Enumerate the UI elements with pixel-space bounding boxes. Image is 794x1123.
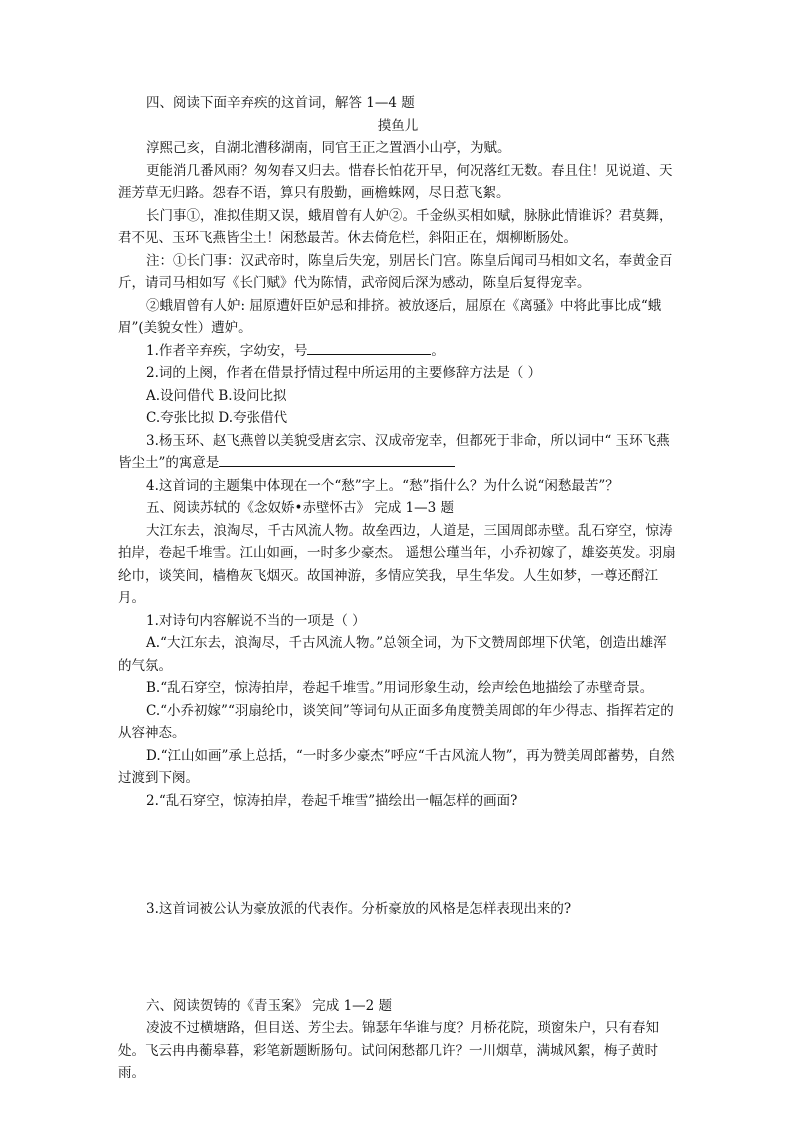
answer-blank-1[interactable] bbox=[307, 340, 431, 355]
poem-stanza-2: 长门事①，准拟佳期又误，蛾眉曾有人妒②。千金纵买相如赋，脉脉此情谁诉？君莫舞，君不见、玉环飞燕皆尘土！闲愁最苦。休去倚危栏，斜阳正在，烟柳断肠处。 bbox=[118, 207, 673, 246]
question-4: 4.这首词的主题集中体现在一个“愁”字上。“愁”指什么？为什么说“闲愁最苦”？ bbox=[146, 477, 619, 494]
option-b: B.“乱石穿空，惊涛拍岸，卷起千堆雪。”用词形象生动，绘声绘色地描绘了赤壁奇景。 bbox=[146, 680, 654, 696]
option-d: D.“江山如画”承上总括，“一时多少豪杰”呼应“千古风流人物”，再为赞美周郎蓄势，自然过渡到下阕。 bbox=[118, 747, 675, 786]
question-1 bbox=[118, 340, 678, 363]
question-1-text: 1.作者辛弃疾，字幼安，号 bbox=[146, 342, 308, 359]
question-3 bbox=[118, 430, 678, 475]
poem-title: 摸鱼儿 bbox=[377, 117, 419, 134]
section-5-heading: 五、阅读苏轼的《念奴娇•赤壁怀古》 完成 1—3 题 bbox=[146, 500, 455, 516]
footnote-1: 注：①长门事：汉武帝时，陈皇后失宠，别居长门宫。陈皇后闻司马相如文名，奉黄金百斤，请司马相如写《长门赋》代为陈情，武帝阅后深为感动，陈皇后复得宠幸。 bbox=[118, 252, 673, 291]
section-5-question-3: 3.这首词被公认为豪放派的代表作。分析豪放的风格是怎样表现出来的? bbox=[146, 901, 572, 917]
section-4-heading: 四、阅读下面辛弃疾的这首词，解答 1—4 题 bbox=[146, 95, 415, 111]
question-1-end: 。 bbox=[431, 342, 445, 359]
question-3-text: 3.杨玉环、赵飞燕曾以美貌受唐玄宗、汉成帝宠幸，但都死于非命，所以词中“ 玉环飞燕皆尘土”的寓意是 bbox=[118, 432, 670, 471]
question-2: 2.词的上阕，作者在借景抒情过程中所运用的主要修辞方法是（ ） bbox=[146, 365, 542, 381]
option-a: A.“大江东去，浪淘尽，千古风流人物。”总领全词，为下文赞周郎埋下伏笔，创造出雄浑的气氛。 bbox=[118, 635, 667, 674]
poem-preface: 淳熙己亥，自湖北漕移湖南，同官王正之置酒小山亭，为赋。 bbox=[146, 140, 511, 156]
poem-stanza-1: 更能消几番风雨？匆匆春又归去。惜春长怕花开早，何况落红无数。春且住！见说道、天涯芳草无归路。怨春不语，算只有殷勤，画檐蛛网，尽日惹飞絮。 bbox=[118, 162, 673, 201]
question-2-options-cd: C.夸张比拟 D.夸张借代 bbox=[146, 410, 288, 426]
section-5-poem: 大江东去，浪淘尽，千古风流人物。故垒西边，人道是，三国周郎赤壁。乱石穿空，惊涛拍岸，卷起千堆雪。江山如画，一时多少豪杰。 遥想公瑾当年，小乔初嫁了，雄姿英发。羽扇纶巾，谈笑间，樯橹灰飞烟灭。故国神游，多情应笑我，早生华发。人生如梦，一尊还酹江月。 bbox=[118, 522, 676, 606]
section-5-question-2: 2.“乱石穿空，惊涛拍岸，卷起千堆雪”描绘出一幅怎样的画面? bbox=[146, 792, 518, 809]
answer-blank-3[interactable] bbox=[219, 452, 455, 467]
footnote-2: ②蛾眉曾有人妒: 屈原遭奸臣妒忌和排挤。被放逐后，屈原在《离骚》中将此事比成“蛾眉”(美貌女性）遭妒。 bbox=[118, 297, 662, 336]
answer-space-3[interactable] bbox=[118, 921, 678, 995]
document-page bbox=[118, 92, 678, 1085]
section-6-heading: 六、阅读贺铸的《青玉案》 完成 1—2 题 bbox=[146, 997, 393, 1014]
answer-space-2[interactable] bbox=[118, 812, 678, 898]
section-5-question-1: 1.对诗句内容解说不当的一项是（ ） bbox=[146, 612, 366, 629]
section-6-poem: 凌波不过横塘路，但目送、芳尘去。锦瑟年华谁与度？月桥花院，琐窗朱户，只有春知处。飞云冉冉蘅皋暮，彩笔新题断肠句。试问闲愁都几许？一川烟草，满城风絮，梅子黄时雨。 bbox=[118, 1020, 659, 1081]
question-2-options-ab: A.设问借代 B.设问比拟 bbox=[146, 387, 287, 404]
option-c: C.“小乔初嫁”“羽扇纶巾，谈笑间”等词句从正面多角度赞美周郎的年少得志、指挥若定的从容神态。 bbox=[118, 702, 674, 741]
